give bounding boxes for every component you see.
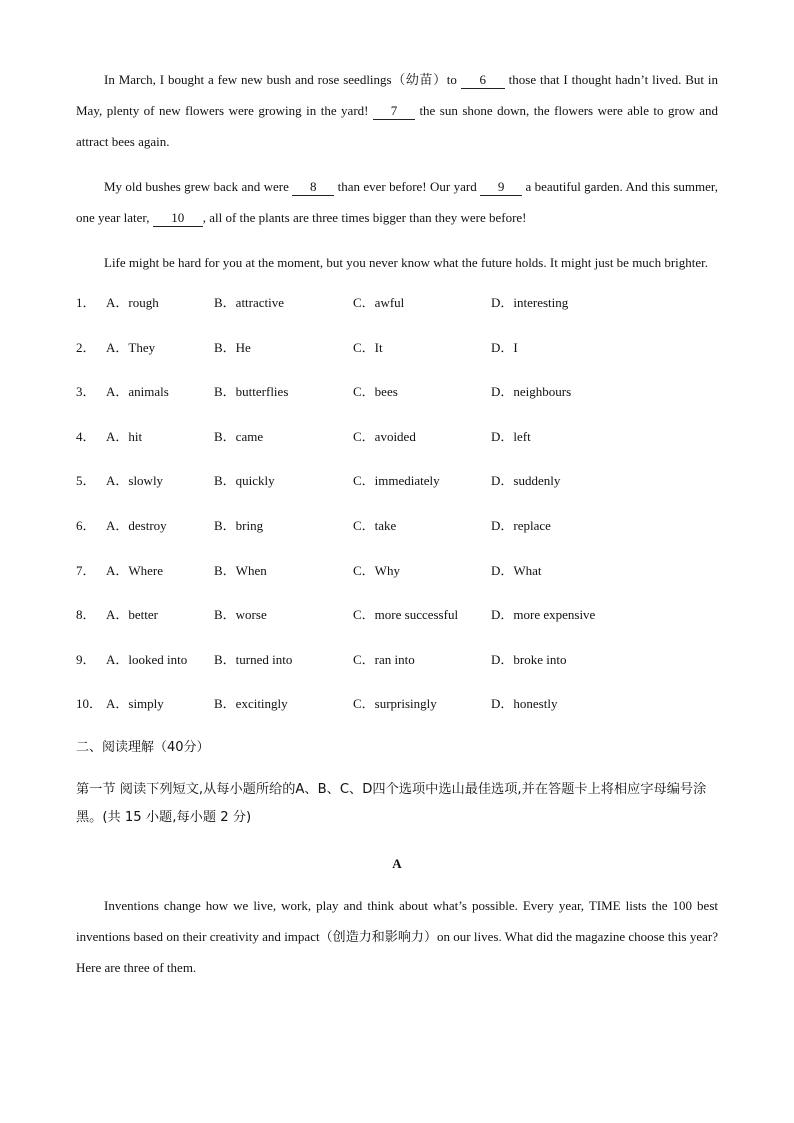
question-5 bbox=[76, 470, 718, 515]
question-7 bbox=[76, 560, 718, 605]
option-a: A．better bbox=[106, 607, 158, 623]
question-8 bbox=[76, 604, 718, 649]
option-a: A．destroy bbox=[106, 517, 167, 533]
option-d: D．neighbours bbox=[491, 384, 572, 400]
option-c: C．Why bbox=[353, 562, 400, 578]
question-number: 3． bbox=[76, 384, 96, 400]
section-instruction: 第一节 阅读下列短文,从每小题所给的A、B、C、D四个选项中选山最佳选项,并在答题卡上将相应字母编号涂黑。(共 15 小题,每小题 2 分) bbox=[76, 781, 707, 825]
question-number: 10． bbox=[76, 696, 103, 712]
option-c: C．surprisingly bbox=[353, 696, 437, 712]
option-a: A．slowly bbox=[106, 473, 164, 489]
option-d: D．honestly bbox=[491, 696, 558, 712]
question-2 bbox=[76, 337, 718, 382]
option-c: C．more successful bbox=[353, 607, 459, 623]
document-page bbox=[76, 64, 718, 997]
option-d: D．broke into bbox=[491, 651, 567, 667]
question-number: 4． bbox=[76, 428, 96, 444]
question-4 bbox=[76, 426, 718, 471]
option-d: D．interesting bbox=[491, 295, 569, 310]
question-6 bbox=[76, 515, 718, 560]
option-a: A．They bbox=[106, 339, 156, 355]
option-d: D．more expensive bbox=[491, 607, 596, 623]
passage-title: A bbox=[392, 855, 402, 871]
option-b: B．attractive bbox=[214, 295, 285, 310]
option-c: C．ran into bbox=[353, 651, 415, 667]
question-9 bbox=[76, 649, 718, 694]
question-1 bbox=[76, 292, 718, 337]
question-number: 8． bbox=[76, 607, 96, 623]
paragraph-3: Life might be hard for you at the moment, but you never know what the future holds. It might just be much brighter. bbox=[104, 255, 709, 270]
paragraph-1-text-c: the sun shone down, the flowers were able to grow and attract bees again. bbox=[76, 103, 718, 149]
option-b: B．came bbox=[214, 428, 264, 444]
question-number: 7． bbox=[76, 562, 96, 578]
paragraph-2-text-c: a beautiful garden. And this summer, one year later, bbox=[76, 179, 718, 225]
question-list bbox=[76, 292, 718, 738]
blank-9: 9 bbox=[480, 179, 522, 196]
option-d: D．left bbox=[491, 428, 531, 444]
option-a: A．Where bbox=[106, 562, 164, 578]
option-c: C．awful bbox=[353, 295, 405, 310]
option-c: C．It bbox=[353, 339, 383, 355]
question-10 bbox=[76, 693, 718, 738]
option-b: B．quickly bbox=[214, 473, 275, 489]
option-b: B．turned into bbox=[214, 651, 293, 667]
option-a: A．looked into bbox=[106, 651, 188, 667]
question-number: 5． bbox=[76, 473, 96, 489]
paragraph-1-text-b: those that I thought hadn’t lived. But in May, plenty of new flowers were growing in the yard! bbox=[76, 72, 718, 118]
option-c: C．bees bbox=[353, 384, 398, 400]
option-d: D．suddenly bbox=[491, 473, 561, 489]
blank-6: 6 bbox=[461, 72, 505, 89]
paragraph-2-text-b: than ever before! Our yard bbox=[334, 179, 481, 194]
section-title: 二、阅读理解（40分） bbox=[76, 739, 210, 755]
question-number: 9． bbox=[76, 651, 96, 667]
option-b: B．He bbox=[214, 339, 251, 355]
option-b: B．excitingly bbox=[214, 696, 288, 712]
option-b: B．worse bbox=[214, 607, 267, 623]
question-3 bbox=[76, 381, 718, 426]
blank-10: 10 bbox=[153, 210, 203, 227]
option-d: D．replace bbox=[491, 517, 551, 533]
paragraph-2-text-d: , all of the plants are three times bigger than they were before! bbox=[202, 210, 527, 225]
question-number: 2． bbox=[76, 339, 96, 355]
blank-7: 7 bbox=[373, 103, 415, 120]
option-b: B．bring bbox=[214, 517, 264, 533]
paragraph-1-text-a: In March, I bought a few new bush and rose seedlings（幼苗）to bbox=[104, 72, 461, 87]
option-b: B．When bbox=[214, 562, 267, 578]
option-c: C．take bbox=[353, 517, 397, 533]
passage-intro: Inventions change how we live, work, play and think about what’s possible. Every year, TIME lists the 100 best inventions based on their creativity and impact（创造力和影响力）on our lives. What did the magazine choose this year? Here are three of them. bbox=[76, 897, 718, 975]
option-c: C．immediately bbox=[353, 473, 440, 489]
option-c: C．avoided bbox=[353, 428, 416, 444]
option-a: A．animals bbox=[106, 384, 169, 400]
question-number: 1． bbox=[76, 295, 96, 310]
question-number: 6． bbox=[76, 517, 96, 533]
paragraph-2 bbox=[76, 171, 718, 233]
option-d: D．What bbox=[491, 562, 542, 578]
option-b: B．butterflies bbox=[214, 384, 289, 400]
option-a: A．rough bbox=[106, 295, 159, 310]
option-a: A．hit bbox=[106, 428, 143, 444]
option-d: D．I bbox=[491, 339, 518, 355]
blank-8: 8 bbox=[292, 179, 334, 196]
paragraph-1 bbox=[76, 64, 718, 157]
option-a: A．simply bbox=[106, 696, 164, 712]
paragraph-2-text-a: My old bushes grew back and were bbox=[104, 179, 293, 194]
